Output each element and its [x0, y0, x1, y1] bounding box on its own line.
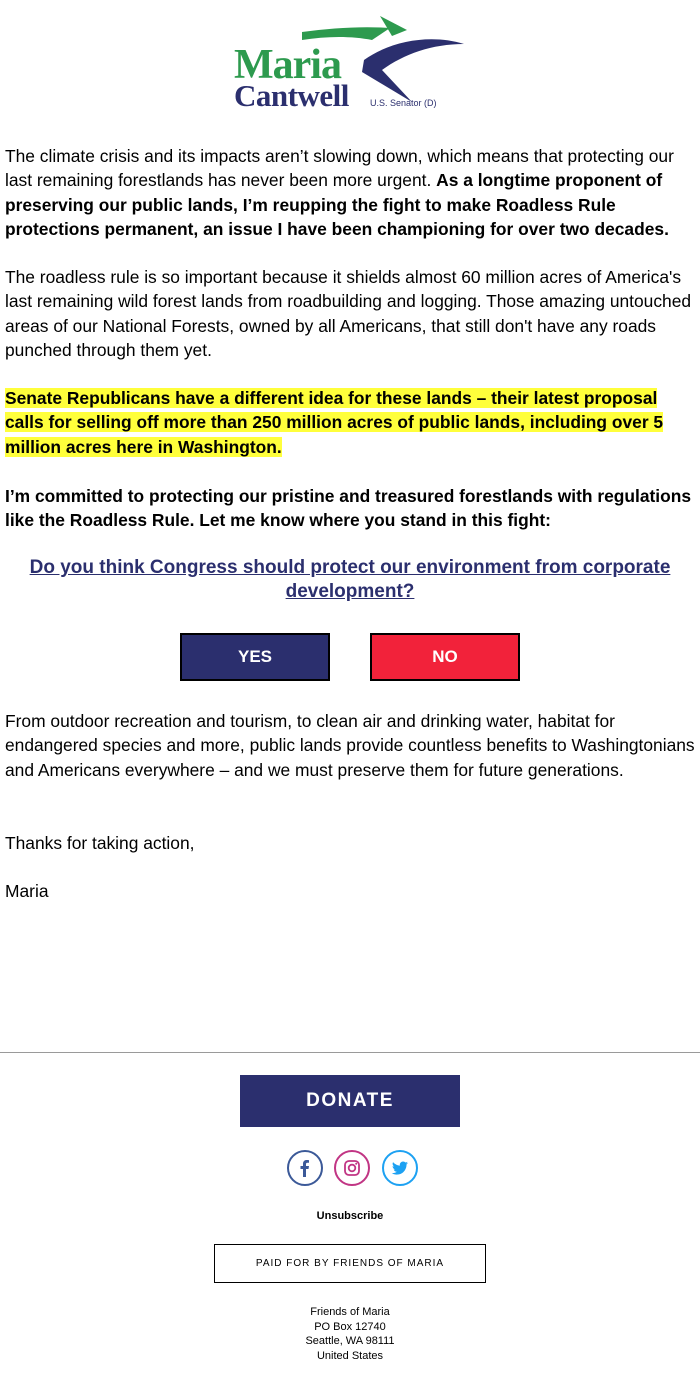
logo-first-name: Maria: [234, 42, 341, 88]
survey-question-link[interactable]: Do you think Congress should protect our environment from corporate development?: [29, 557, 671, 602]
mailing-address: [0, 1305, 700, 1363]
address-line: PO Box 12740: [314, 1320, 386, 1333]
twitter-link[interactable]: [382, 1150, 418, 1186]
facebook-link[interactable]: [287, 1150, 323, 1186]
instagram-icon: [343, 1159, 361, 1177]
logo-subtitle: U.S. Senator (D): [370, 98, 437, 108]
facebook-icon: [296, 1159, 314, 1177]
intro-bold-text: As a longtime proponent of preserving our public lands, I’m reupping the fight to make Roadless Rule protections permanent, an issue I have been championing for over two decades.: [5, 170, 669, 240]
intro-text: The climate crisis and its impacts aren’t slowing down, which means that protecting our last remaining forestlands has never been more urgent.: [5, 146, 674, 191]
twitter-icon: [391, 1159, 409, 1177]
republicans-paragraph: [5, 386, 695, 459]
instagram-link[interactable]: [334, 1150, 370, 1186]
unsubscribe-link[interactable]: Unsubscribe: [316, 1210, 384, 1222]
roadless-rule-paragraph: The roadless rule is so important because it shields almost 60 million acres of America's last remaining wild forest lands from roadbuilding and logging. Those amazing untouched areas of our National Forests, owned by all Americans, that still don't have any roads punched through them yet.: [5, 267, 692, 361]
footer-divider: [0, 1052, 700, 1053]
address-line: Seattle, WA 98111: [305, 1335, 395, 1348]
thanks-paragraph: Thanks for taking action,: [5, 833, 195, 853]
benefits-paragraph: From outdoor recreation and tourism, to clean air and drinking water, habitat for endangered species and more, public lands provide countless benefits to Washingtonians and Americans everywhere – and we must preserve them for future generations.: [5, 711, 695, 780]
logo-last-name: Cantwell: [234, 78, 349, 113]
intro-paragraph: [5, 144, 695, 242]
no-button[interactable]: NO: [370, 633, 520, 681]
commitment-paragraph: I’m committed to protecting our pristine and treasured forestlands with regulations like the Roadless Rule. Let me know where you stand in this fight:: [5, 486, 692, 531]
signature: Maria: [5, 881, 49, 901]
maria-cantwell-logo: [232, 10, 468, 113]
donate-button[interactable]: DONATE: [240, 1075, 460, 1127]
highlighted-text: Senate Republicans have a different idea for these lands – their latest proposal calls for selling off more than 250 million acres of public lands, including over 5 million acres here in Washington.: [5, 388, 664, 457]
address-line: Friends of Maria: [310, 1306, 390, 1318]
yes-button[interactable]: YES: [180, 633, 330, 681]
paid-for-disclaimer: PAID FOR BY FRIENDS OF MARIA: [214, 1244, 486, 1283]
address-line: United States: [316, 1349, 384, 1362]
